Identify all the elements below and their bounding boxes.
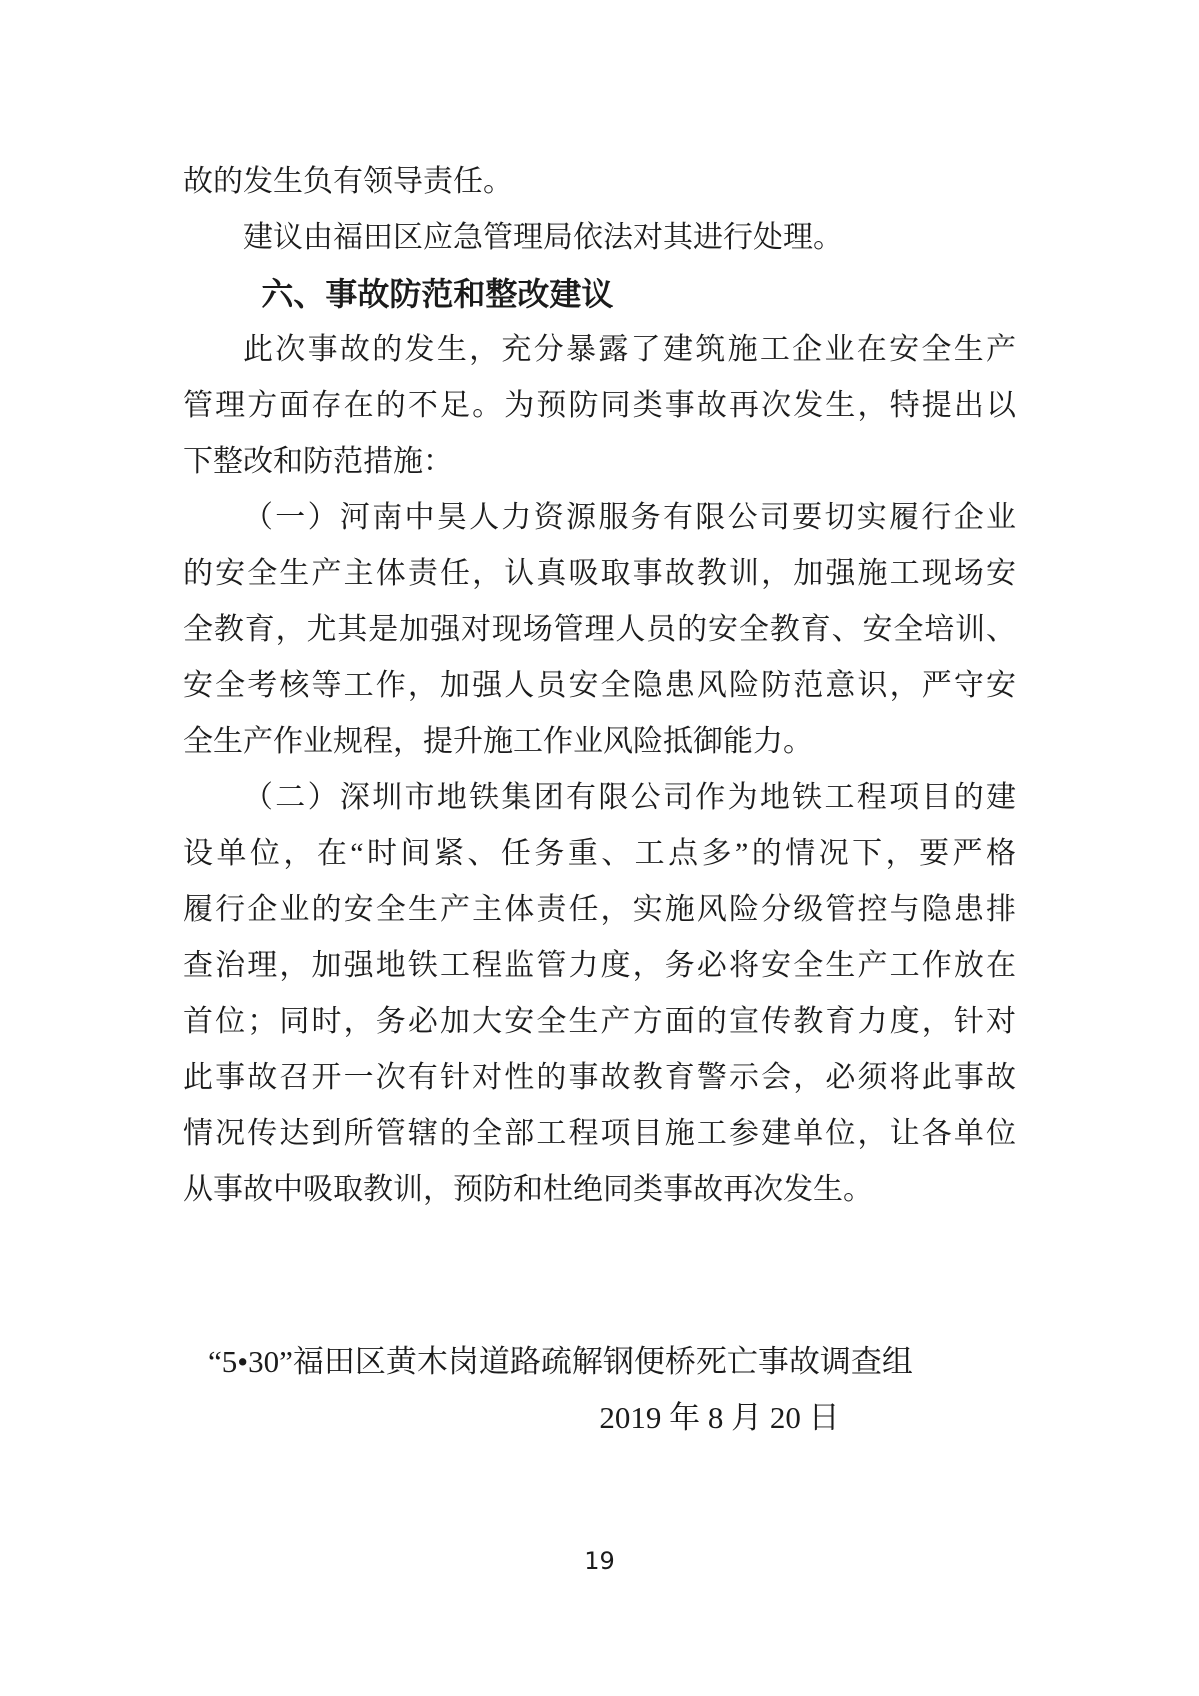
text-line: 下整改和防范措施： bbox=[183, 445, 453, 478]
document-body bbox=[183, 154, 1016, 1446]
text-line: 的安全生产主体责任，认真吸取事故教训，加强施工现场安 bbox=[183, 557, 1016, 590]
text-line: 此次事故的发生，充分暴露了建筑施工企业在安全生产 bbox=[243, 333, 1016, 366]
text-line: 管理方面存在的不足。为预防同类事故再次发生，特提出以 bbox=[183, 389, 1016, 422]
signature-line: “5•30”福田区黄木岗道路疏解钢便桥死亡事故调查组 bbox=[208, 1344, 913, 1379]
text-line: 安全考核等工作，加强人员安全隐患风险防范意识，严守安 bbox=[183, 669, 1016, 702]
section-heading: 六、事故防范和整改建议 bbox=[261, 276, 614, 312]
text-line: 此事故召开一次有针对性的事故教育警示会，必须将此事故 bbox=[183, 1061, 1016, 1094]
page-number: 19 bbox=[584, 1547, 615, 1575]
text-line: 从事故中吸取教训，预防和杜绝同类事故再次发生。 bbox=[183, 1173, 873, 1206]
text-line: 情况传达到所管辖的全部工程项目施工参建单位，让各单位 bbox=[183, 1117, 1016, 1150]
text-line: 设单位，在“时间紧、任务重、工点多”的情况下，要严格 bbox=[183, 837, 1016, 870]
text-line: 首位；同时，务必加大安全生产方面的宣传教育力度，针对 bbox=[183, 1005, 1016, 1038]
text-line: 查治理，加强地铁工程监管力度，务必将安全生产工作放在 bbox=[183, 949, 1016, 982]
text-line: 故的发生负有领导责任。 bbox=[183, 165, 513, 198]
text-line: 履行企业的安全生产主体责任，实施风险分级管控与隐患排 bbox=[183, 893, 1016, 926]
text-line: （一）河南中昊人力资源服务有限公司要切实履行企业 bbox=[243, 501, 1016, 534]
text-line: 全生产作业规程，提升施工作业风险抵御能力。 bbox=[183, 725, 813, 758]
text-line: （二）深圳市地铁集团有限公司作为地铁工程项目的建 bbox=[243, 781, 1016, 814]
date-line: 2019 年 8 月 20 日 bbox=[599, 1400, 840, 1435]
text-line: 全教育，尤其是加强对现场管理人员的安全教育、安全培训、 bbox=[183, 613, 1016, 646]
text-line: 建议由福田区应急管理局依法对其进行处理。 bbox=[243, 221, 843, 254]
